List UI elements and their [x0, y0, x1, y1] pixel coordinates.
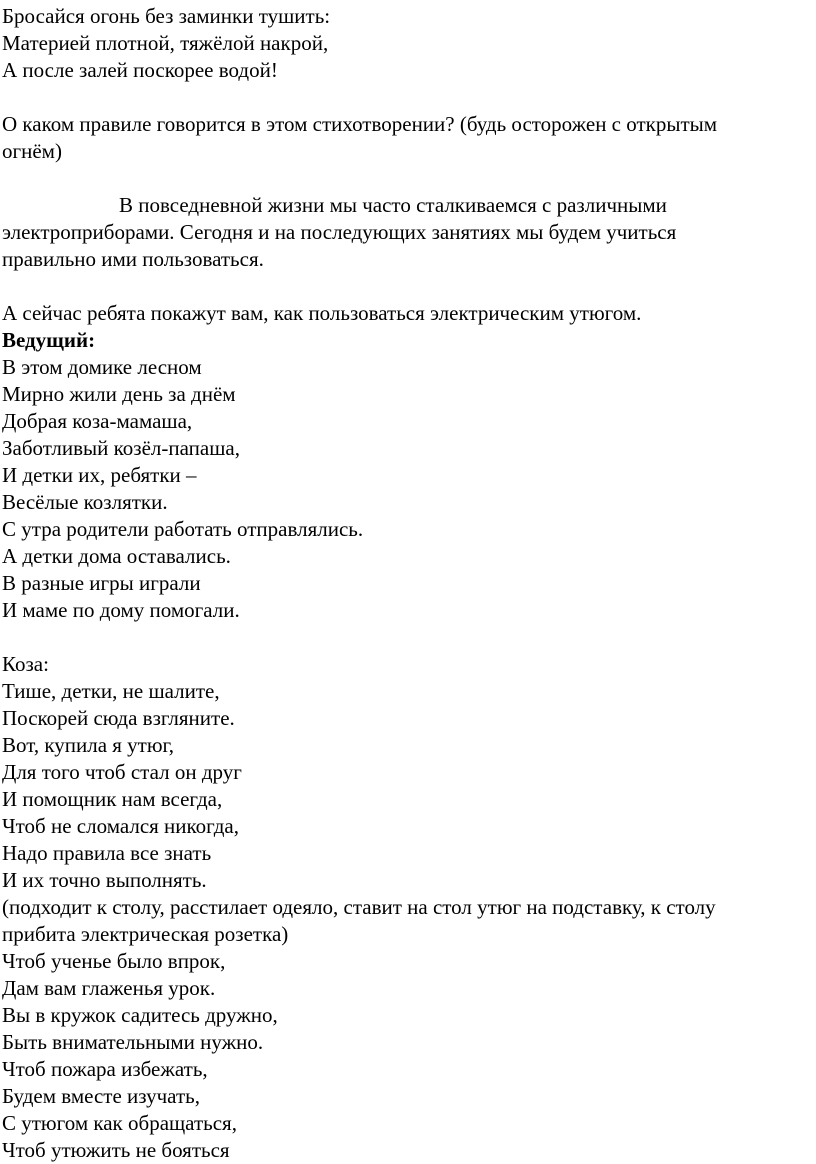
host-verse: [2, 354, 816, 624]
text-line: электроприборами. Сегодня и на последующих занятиях мы будем учиться: [2, 220, 677, 244]
verse-line: И помощник нам всегда,: [2, 787, 223, 811]
blank-line: [2, 165, 816, 192]
verse-line: В этом домике лесном: [2, 355, 202, 379]
question-block: [2, 111, 816, 165]
text-line: (подходит к столу, расстилает одеяло, ставит на стол утюг на подставку, к столу: [2, 895, 716, 919]
poem-intro: [2, 3, 816, 84]
verse-line: Чтоб ученье было впрок,: [2, 949, 226, 973]
text-line: огнём): [2, 139, 62, 163]
verse-line: Заботливый козёл-папаша,: [2, 436, 240, 460]
verse-line: Тише, детки, не шалите,: [2, 679, 220, 703]
verse-line: И маме по дому помогали.: [2, 598, 240, 622]
verse-line: Мирно жили день за днём: [2, 382, 236, 406]
verse-line: Дам вам глаженья урок.: [2, 976, 216, 1000]
host-label: Ведущий:: [2, 328, 96, 352]
announcement-line: А сейчас ребята покажут вам, как пользоваться электрическим утюгом.: [2, 301, 642, 325]
verse-line: И их точно выполнять.: [2, 868, 207, 892]
text-line: В повседневной жизни мы часто сталкиваемся с различными: [119, 193, 667, 217]
text-line: прибита электрическая розетка): [2, 922, 289, 946]
blank-line: [2, 84, 816, 111]
goat-verse: [2, 678, 816, 894]
stage-direction: [2, 894, 816, 948]
verse-line: А детки дома оставались.: [2, 544, 231, 568]
verse-line: И детки их, ребятки –: [2, 463, 197, 487]
verse-line: Чтоб утюжить не бояться: [2, 1138, 230, 1162]
verse-line: Поскорей сюда взгляните.: [2, 706, 235, 730]
verse-line: Для того чтоб стал он друг: [2, 760, 242, 784]
text-line: Бросайся огонь без заминки тушить:: [2, 4, 331, 28]
verse-line: Будем вместе изучать,: [2, 1084, 200, 1108]
verse-line: С утра родители работать отправлялись.: [2, 517, 364, 541]
verse-line: Быть внимательными нужно.: [2, 1030, 264, 1054]
verse-line: В разные игры играли: [2, 571, 201, 595]
verse-line: Надо правила все знать: [2, 841, 212, 865]
verse-line: Добрая коза-мамаша,: [2, 409, 193, 433]
verse-line: Весёлые козлятки.: [2, 490, 168, 514]
text-line: О каком правиле говорится в этом стихотворении? (будь осторожен с открытым: [2, 112, 718, 136]
verse-line: Чтоб не сломался никогда,: [2, 814, 239, 838]
verse-line: Вы в кружок садитесь дружно,: [2, 1003, 278, 1027]
goat-verse-continued: [2, 948, 816, 1164]
goat-label: Коза:: [2, 652, 49, 676]
verse-line: Чтоб пожара избежать,: [2, 1057, 208, 1081]
text-line: Материей плотной, тяжёлой накрой,: [2, 31, 329, 55]
verse-line: С утюгом как обращаться,: [2, 1111, 237, 1135]
text-line: А после залей поскорее водой!: [2, 58, 278, 82]
intro-paragraph: [2, 192, 816, 273]
verse-line: Вот, купила я утюг,: [2, 733, 175, 757]
blank-line: [2, 273, 816, 300]
text-line: правильно ими пользоваться.: [2, 247, 264, 271]
blank-line: [2, 624, 816, 651]
